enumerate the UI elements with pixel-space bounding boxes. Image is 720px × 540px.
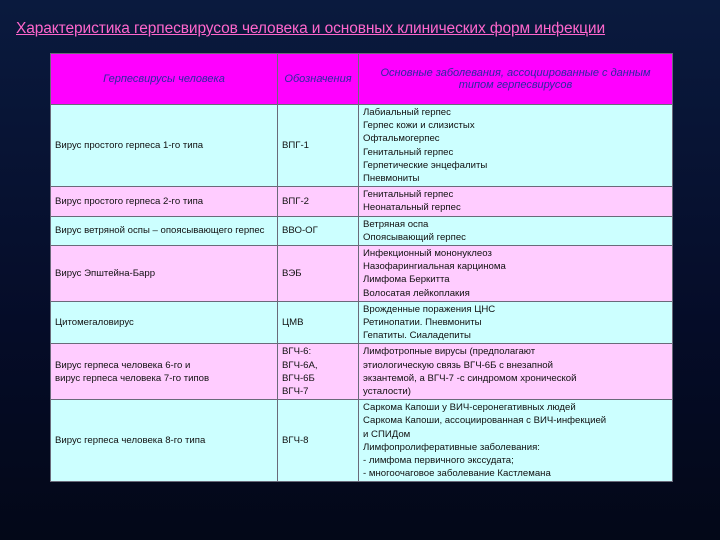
table-row xyxy=(51,301,673,344)
table-row xyxy=(51,216,673,245)
header-diseases: Основные заболевания, ассоциированные с данным типом герпесвирусов xyxy=(359,54,673,105)
disease-item: усталости) xyxy=(363,386,411,398)
virus-code: ВПГ-1 xyxy=(278,105,359,187)
disease-item: - многоочаговое заболевание Кастлемана xyxy=(363,468,551,480)
virus-code-line: ВГЧ-6: xyxy=(282,346,312,358)
virus-code xyxy=(278,344,359,400)
disease-item: Лимфома Беркитта xyxy=(363,274,450,286)
disease-item: Ретинопатии. Пневмониты xyxy=(363,317,482,329)
table-row xyxy=(51,187,673,216)
disease-item: - лимфома первичного экссудата; xyxy=(363,455,514,467)
table-row xyxy=(51,344,673,400)
table-header-row xyxy=(51,54,673,105)
virus-code-line: ВГЧ-6Б xyxy=(282,372,315,384)
table-row xyxy=(51,246,673,302)
disease-item: Врожденные поражения ЦНС xyxy=(363,303,496,315)
virus-name-line: вирус герпеса человека 7-го типов xyxy=(55,372,210,384)
header-virus: Герпесвирусы человека xyxy=(51,54,278,105)
disease-list xyxy=(359,216,673,245)
disease-item: Лимфопролиферативные заболевания: xyxy=(363,441,540,453)
disease-item: Инфекционный мононуклеоз xyxy=(363,248,492,260)
disease-list xyxy=(359,246,673,302)
virus-name: Вирус простого герпеса 1-го типа xyxy=(51,105,278,187)
disease-item: Генитальный герпес xyxy=(363,146,454,158)
virus-name: Вирус простого герпеса 2-го типа xyxy=(51,187,278,216)
virus-name: Цитомегаловирус xyxy=(51,301,278,344)
herpesvirus-table xyxy=(50,53,673,482)
virus-name: Вирус герпеса человека 8-го типа xyxy=(51,400,278,482)
disease-item: Лабиальный герпес xyxy=(363,107,451,118)
virus-code: ЦМВ xyxy=(278,301,359,344)
disease-item: Гепатиты. Сиаладепиты xyxy=(363,330,471,342)
disease-item: Ветряная оспа xyxy=(363,218,429,230)
disease-item: экзантемой, а ВГЧ-7 -с синдромом хронической xyxy=(363,372,577,384)
disease-item: и СПИДом xyxy=(363,428,411,440)
disease-item: Саркома Капоши, ассоциированная с ВИЧ-инфекцией xyxy=(363,415,607,427)
slide-title: Характеристика герпесвирусов человека и основных клинических форм инфекции xyxy=(16,20,606,37)
virus-code-line: ВГЧ-7 xyxy=(282,386,309,398)
virus-name-line: Вирус герпеса человека 6-го и xyxy=(55,359,191,371)
disease-item: Пневмониты xyxy=(363,173,420,185)
disease-item: Опоясывающий герпес xyxy=(363,231,466,243)
disease-item: Неонатальный герпес xyxy=(363,202,461,214)
virus-name: Вирус Эпштейна-Барр xyxy=(51,246,278,302)
table-row xyxy=(51,105,673,187)
virus-code: ВЭБ xyxy=(278,246,359,302)
virus-code-line: ВГЧ-6А, xyxy=(282,359,318,371)
disease-item: Назофарингиальная карцинома xyxy=(363,261,506,273)
virus-code: ВПГ-2 xyxy=(278,187,359,216)
disease-item: Офтальмогерпес xyxy=(363,133,440,145)
disease-item: Лимфотропные вирусы (предполагают xyxy=(363,346,536,358)
disease-list xyxy=(359,105,673,187)
header-code: Обозначения xyxy=(278,54,359,105)
disease-item: Саркома Капоши у ВИЧ-серонегативных людей xyxy=(363,402,576,414)
table-row xyxy=(51,400,673,482)
virus-name xyxy=(51,344,278,400)
disease-list xyxy=(359,301,673,344)
disease-item: Герпетические энцефалиты xyxy=(363,159,488,171)
disease-list xyxy=(359,400,673,482)
disease-item: этиологическую связь ВГЧ-6Б с внезапной xyxy=(363,359,553,371)
disease-item: Волосатая лейкоплакия xyxy=(363,287,470,299)
virus-code: ВГЧ-8 xyxy=(278,400,359,482)
disease-item: Герпес кожи и слизистых xyxy=(363,120,475,132)
disease-list xyxy=(359,187,673,216)
virus-name: Вирус ветряной оспы – опоясывающего герпес xyxy=(51,216,278,245)
disease-list xyxy=(359,344,673,400)
virus-code: ВВО-ОГ xyxy=(278,216,359,245)
disease-item: Генитальный герпес xyxy=(363,189,454,201)
